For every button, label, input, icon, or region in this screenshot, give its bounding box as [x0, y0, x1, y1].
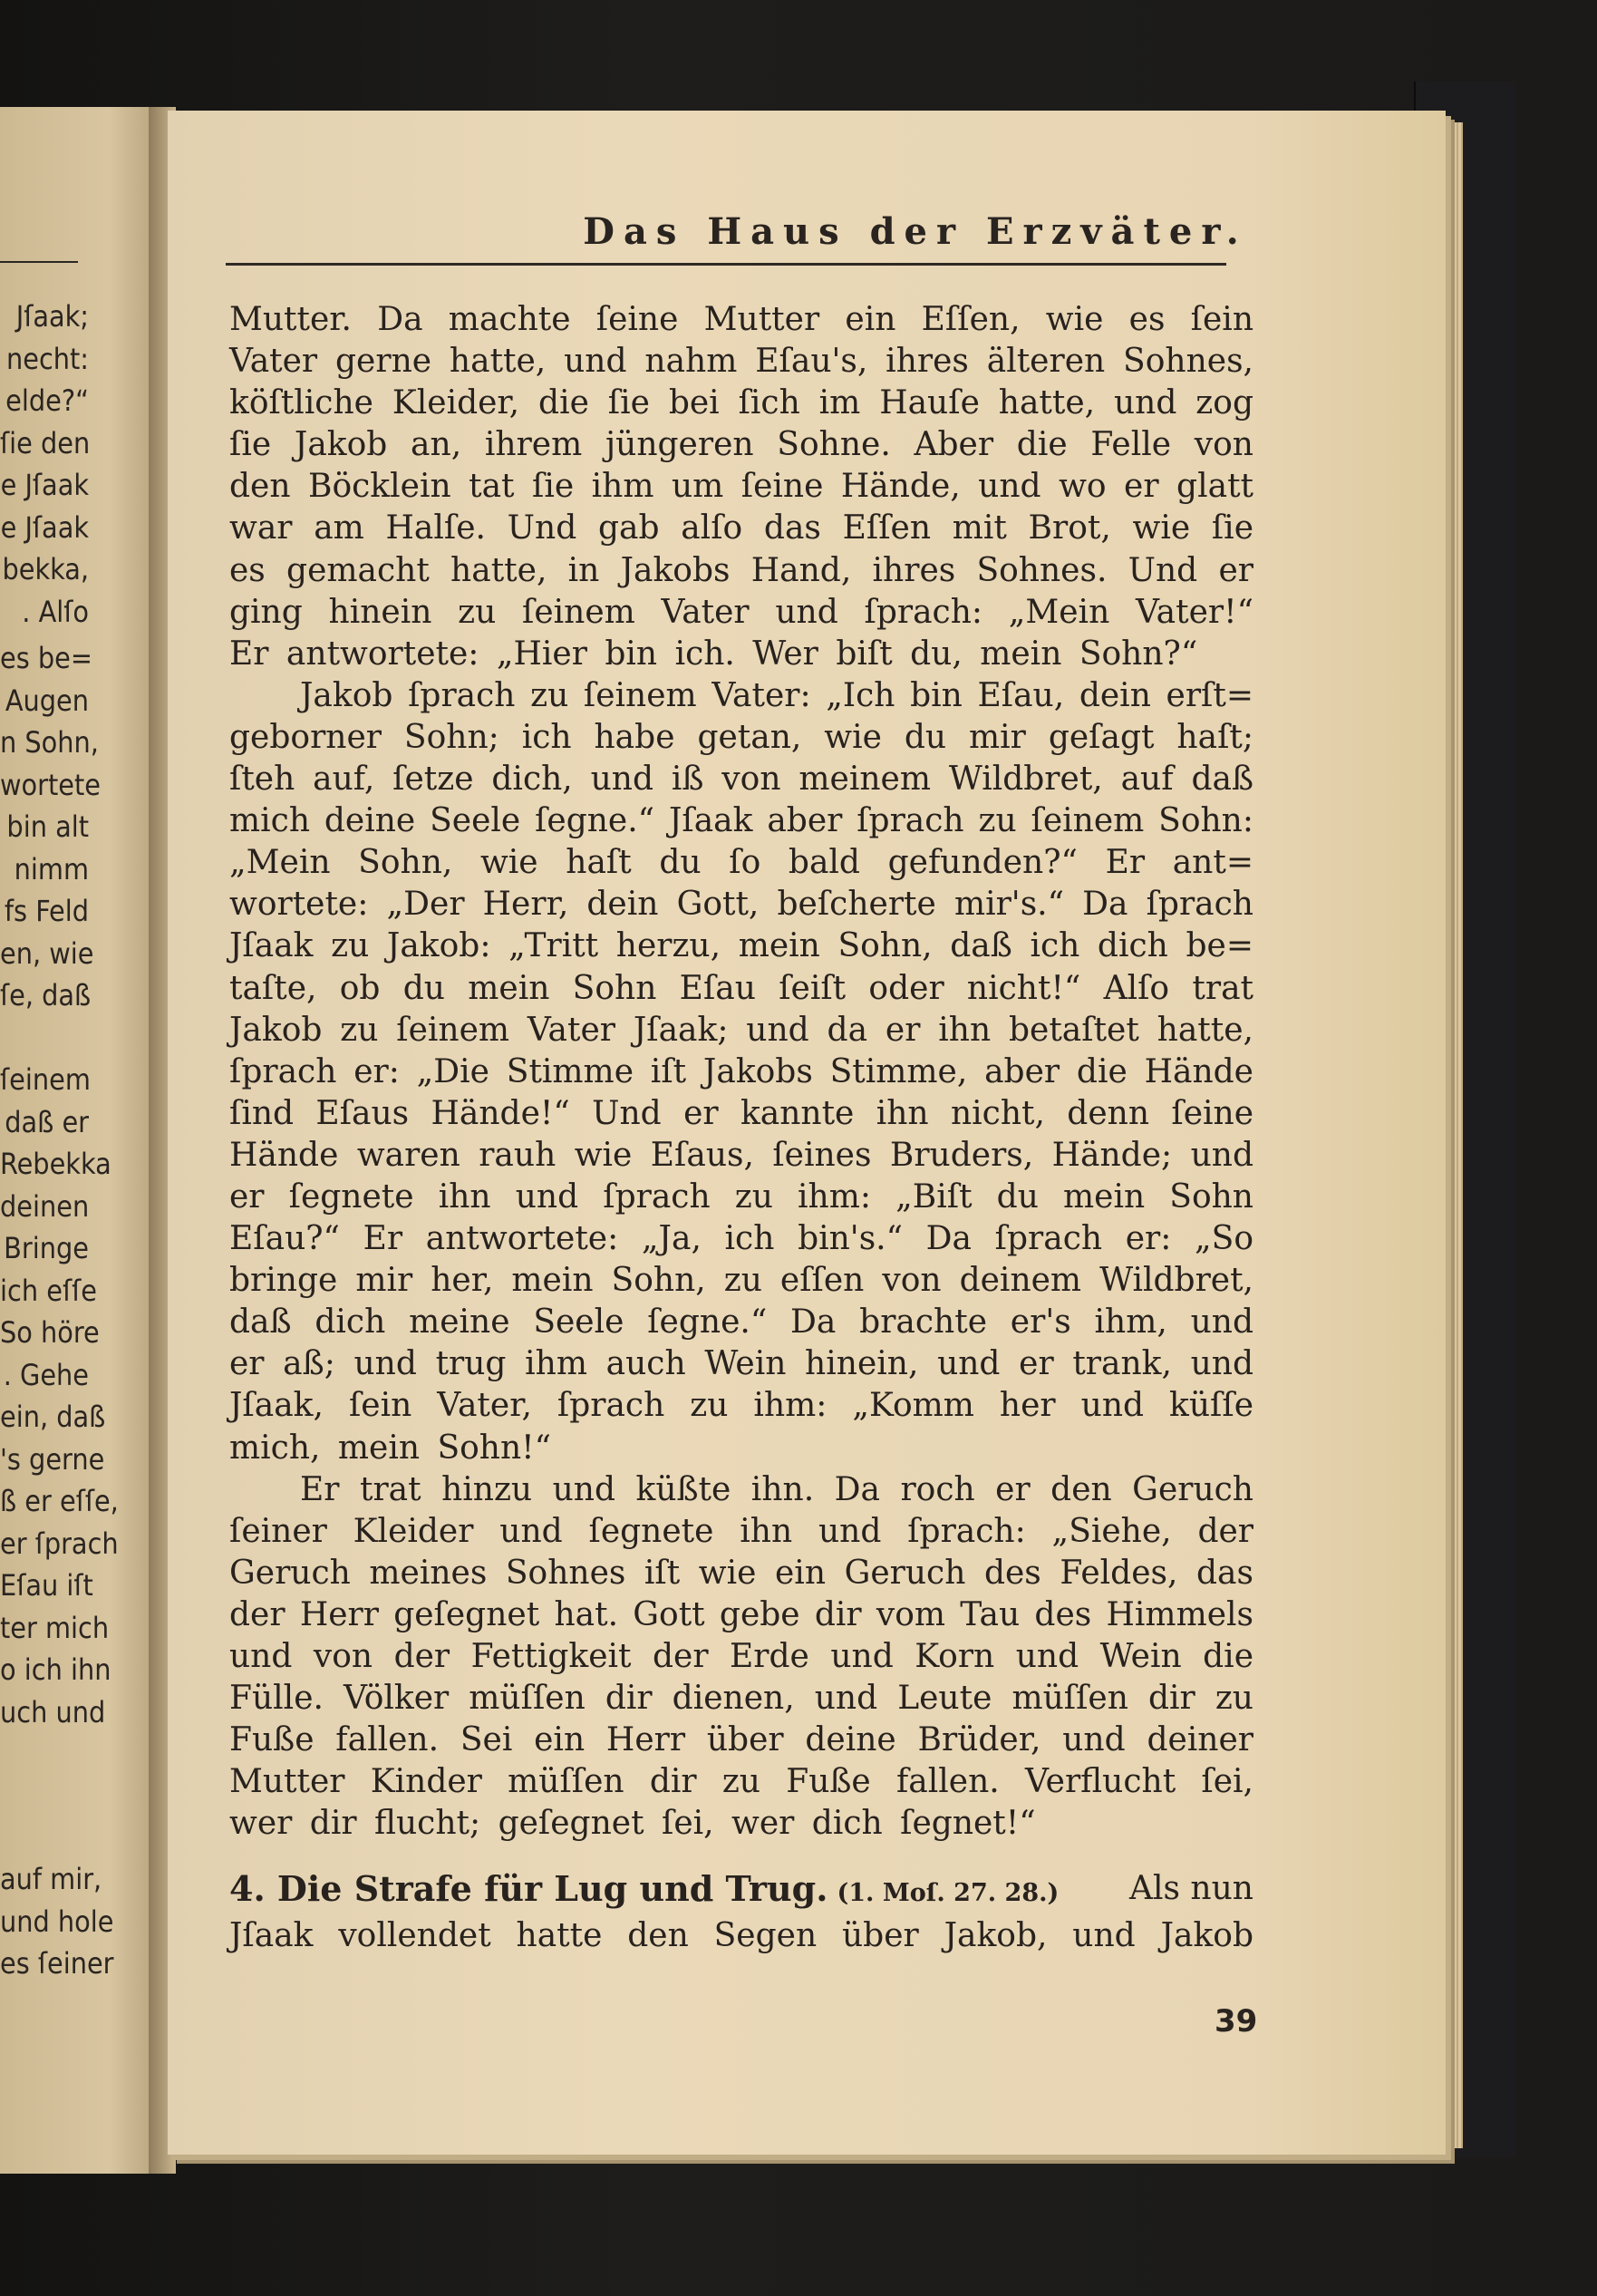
left-text-block-2 [0, 637, 101, 1017]
left-line: 's gerne [0, 1441, 105, 1477]
text-line-content: geborner Sohn; ich habe getan, wie du mir geſagt haſt; [229, 718, 1253, 756]
text-line-content: und von der Fettigkeit der Erde und Korn und Wein die [229, 1638, 1253, 1675]
text-line-content: Vater gerne hatte, und nahm Eſau's, ihres älteren Sohnes, [229, 343, 1253, 381]
text-line-content: ging hinein zu ſeinem Vater und ſprach: „Mein Vater!“ [229, 593, 1253, 631]
left-line: bekka, [2, 552, 89, 586]
text-line-content: Er antwortete: „Hier bin ich. Wer biſt du, mein Sohn?“ [229, 635, 1198, 673]
text-line-content: der Herr geſegnet hat. Gott gebe dir vom Tau des Himmels [229, 1595, 1253, 1633]
left-line: ß er eſſe, [0, 1484, 119, 1518]
left-header-rule [0, 261, 78, 263]
text-line-content: wortete: „Der Herr, dein Gott, beſcherte mir's.“ Da ſprach [229, 886, 1253, 924]
left-line: auf mir, [0, 1862, 102, 1896]
section-title: 4. Die Strafe für Lug und Trug. [229, 1868, 828, 1910]
text-line-content: Eſau?“ Er antwortete: „Ja, ich bin's.“ Da ſprach er: „So [229, 1220, 1253, 1258]
text-line [229, 842, 1253, 884]
text-line [229, 1553, 1253, 1594]
text-line [229, 1135, 1253, 1177]
left-line: en, wie [0, 935, 94, 971]
text-line [229, 1051, 1253, 1093]
text-line-content: den Böcklein tat ſie ihm um ſeine Hände, und wo er glatt [229, 468, 1253, 506]
text-line [229, 1093, 1253, 1135]
left-line: er ſprach [0, 1526, 119, 1561]
text-line-content: mich, mein Sohn!“ [229, 1429, 552, 1467]
left-text-block-1 [0, 295, 89, 633]
left-line: . Alſo [22, 594, 89, 629]
text-line-content: köſtliche Kleider, die ſie bei ſich im Hauſe hatte, und zog [229, 384, 1253, 422]
left-line: es ſeiner [0, 1946, 114, 1981]
left-line: Eſau iſt [0, 1568, 93, 1603]
left-line: und hole [0, 1904, 114, 1939]
text-line-content: Mutter Kinder müſſen dir zu Fuße fallen. Verflucht ſei, [229, 1763, 1253, 1801]
text-line [229, 1218, 1253, 1260]
left-line: uch und [0, 1694, 106, 1729]
section-gap [229, 1845, 1253, 1868]
left-line: ſie den [0, 425, 91, 460]
left-text-block-3 [0, 1059, 119, 1733]
section-second-line-text: Jſaak vollendet hatte den Segen über Jakob, und Jakob [229, 1916, 1253, 1954]
left-line: wortete [0, 767, 101, 802]
left-line: Augen [5, 683, 89, 718]
left-page [0, 107, 156, 2174]
left-line: Bringe [4, 1231, 89, 1265]
text-line [229, 1177, 1253, 1218]
text-line [229, 800, 1253, 842]
text-line-content: mich deine Seele ſegne.“ Jſaak aber ſprach zu ſeinem Sohn: [229, 802, 1253, 840]
text-line-content: wer dir flucht; geſegnet ſei, wer dich ſegnet!“ [229, 1805, 1036, 1843]
text-line-content: es gemacht hatte, in Jakobs Hand, ihres Sohnes. Und er [229, 551, 1253, 589]
left-line: ſeinem [0, 1062, 91, 1097]
text-line [229, 634, 1253, 675]
left-line: bin alt [6, 809, 89, 844]
text-line [229, 717, 1253, 759]
left-line: e Jſaak [0, 468, 89, 502]
text-line-content: taſte, ob du mein Sohn Eſau ſeiſt oder nicht!“ Alſo trat [229, 969, 1253, 1007]
text-line [229, 299, 1253, 341]
text-line [229, 1260, 1253, 1302]
section-heading-line [229, 1868, 1253, 1914]
text-lines [229, 299, 1253, 1845]
text-line [229, 1010, 1253, 1051]
text-line-content: Hände waren rauh wie Eſaus, ſeines Bruders, Hände; und [229, 1136, 1253, 1174]
text-line [229, 968, 1253, 1010]
text-line [229, 1678, 1253, 1720]
text-line-content: Er trat hinzu und küßte ihn. Da roch er den Geruch [300, 1470, 1253, 1508]
text-line [229, 550, 1253, 592]
text-line [229, 1636, 1253, 1678]
left-line: ſe, daß [0, 978, 92, 1012]
running-header: Das Haus der Erzväter. [583, 210, 1248, 253]
text-line [229, 466, 1253, 508]
text-line [229, 1343, 1253, 1385]
text-line-content: war am Halſe. Und gab alſo das Eſſen mit Brot, wie ſie [229, 509, 1253, 547]
text-line [229, 1385, 1253, 1427]
text-line-content: Jakob zu ſeinem Vater Jſaak; und da er ihn betaſtet hatte, [229, 1011, 1253, 1049]
left-line: es be= [0, 641, 92, 675]
text-line [229, 884, 1253, 925]
left-line: e Jſaak [0, 509, 89, 545]
text-line-content: daß dich meine Seele ſegne.“ Da brachte er's ihm, und [229, 1303, 1253, 1342]
text-line-content: ſeiner Kleider und ſegnete ihn und ſprach: „Siehe, der [229, 1512, 1253, 1550]
text-line-content: er aß; und trug ihm auch Wein hinein, und er trank, und [229, 1345, 1253, 1383]
left-line: daß er [5, 1104, 89, 1139]
right-page [168, 111, 1446, 2155]
text-line-content: bringe mir her, mein Sohn, zu eſſen von deinem Wildbret, [229, 1262, 1253, 1300]
text-line [229, 1803, 1253, 1845]
text-line [229, 1302, 1253, 1343]
text-line-content: Mutter. Da machte ſeine Mutter ein Eſſen, wie es ſein [229, 301, 1253, 338]
text-line-content: ſteh auf, ſetze dich, und iß von meinem Wildbret, auf daß [229, 760, 1253, 799]
left-line: nimm [14, 851, 89, 886]
text-line [229, 508, 1253, 549]
left-text-block-4 [0, 1858, 114, 1985]
text-line [229, 759, 1253, 800]
left-line: ich eſſe [0, 1273, 97, 1308]
body-text [229, 299, 1253, 1957]
text-line-content: Jſaak, ſein Vater, ſprach zu ihm: „Komm her und küſſe [229, 1387, 1253, 1425]
text-line-content: er ſegnete ihn und ſprach zu ihm: „Biſt du mein Sohn [229, 1177, 1253, 1216]
text-line [229, 424, 1253, 466]
left-line: elde?“ [5, 383, 89, 418]
section-first-line-rest: Als nun [1129, 1870, 1253, 1908]
left-line: So höre [0, 1315, 100, 1350]
page-edges [1445, 122, 1463, 2148]
section-reference: (1. Moſ. 27. 28.) [837, 1879, 1060, 1908]
left-line: n Sohn, [0, 725, 99, 760]
left-line: deinen [0, 1188, 90, 1224]
text-line [229, 1761, 1253, 1803]
left-line: ein, daß [0, 1400, 106, 1434]
text-line-content: Fülle. Völker müſſen dir dienen, und Leute müſſen dir zu [229, 1680, 1253, 1718]
text-line-content: ſie Jakob an, ihrem jüngeren Sohne. Aber die Felle von [229, 426, 1253, 464]
left-line: fs Feld [4, 894, 89, 928]
left-line: ter mich [0, 1610, 110, 1645]
left-line: o ich ihn [0, 1652, 111, 1687]
text-line [229, 341, 1253, 383]
page-number: 39 [1215, 2003, 1258, 2039]
left-line: Jſaak; [15, 299, 89, 334]
text-line [229, 1720, 1253, 1761]
text-line-content: Geruch meines Sohnes iſt wie ein Geruch des Feldes, das [229, 1554, 1253, 1592]
text-line [229, 383, 1253, 424]
left-line: Rebekka [0, 1147, 111, 1181]
left-line: necht: [5, 341, 89, 376]
text-line-content: Jakob ſprach zu ſeinem Vater: „Ich bin Eſau, dein erſt= [300, 676, 1253, 714]
text-line-content: ſind Eſaus Hände!“ Und er kannte ihn nicht, denn ſeine [229, 1094, 1253, 1132]
text-line-content: „Mein Sohn, wie haſt du ſo bald gefunden?“ Er ant= [229, 844, 1253, 882]
section-second-line [229, 1915, 1253, 1957]
text-line-content: Fuße fallen. Sei ein Herr über deine Brüder, und deiner [229, 1721, 1253, 1759]
header-rule [226, 263, 1226, 266]
text-line-content: Jſaak zu Jakob: „Tritt herzu, mein Sohn, daß ich dich be= [229, 927, 1253, 965]
text-line [229, 592, 1253, 634]
text-line [229, 1511, 1253, 1553]
text-line [229, 1469, 1253, 1511]
text-line-content: ſprach er: „Die Stimme iſt Jakobs Stimme, aber die Hände [229, 1052, 1253, 1090]
text-line [229, 1594, 1253, 1636]
left-line: . Gehe [3, 1357, 89, 1392]
text-line [229, 925, 1253, 967]
text-line [229, 1428, 1253, 1469]
text-line [229, 675, 1253, 717]
